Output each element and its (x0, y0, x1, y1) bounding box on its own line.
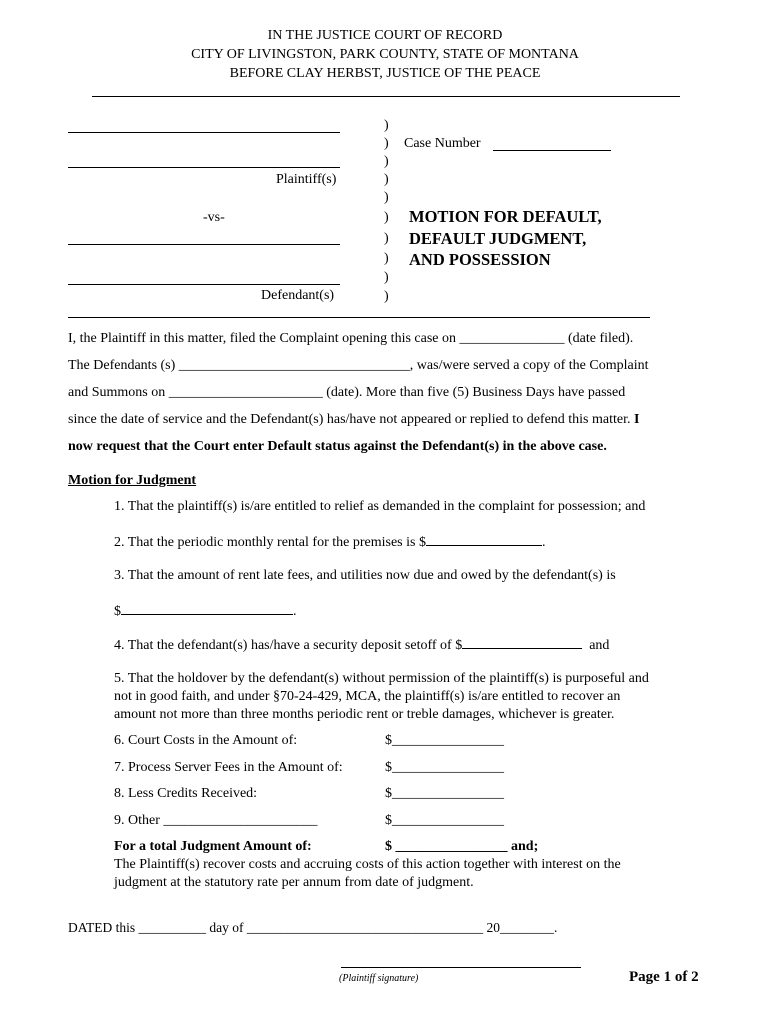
motion-item-5-line3: amount not more than three months periodic rent or treble damages, whichever is greater. (114, 707, 615, 722)
security-deposit-field[interactable] (462, 636, 582, 649)
caption-divider (68, 317, 650, 318)
closing-line2: judgment at the statutory rate per annum from date of judgment. (114, 875, 474, 890)
case-number-field[interactable] (493, 150, 611, 151)
rent-fees-field[interactable] (121, 602, 293, 615)
caption-paren: ) (384, 172, 389, 187)
motion-item-4 (114, 636, 609, 654)
server-fees-field[interactable]: $________________ (385, 760, 504, 775)
body-line-request: now request that the Court enter Default status against the Defendant(s) in the above case. (68, 439, 607, 454)
signature-label: (Plaintiff signature) (339, 973, 419, 984)
caption-paren: ) (384, 251, 389, 266)
total-judgment-field[interactable]: $ ________________ and; (385, 839, 539, 854)
motion-item-4-end: and (589, 638, 610, 653)
motion-heading: Motion for Judgment (68, 473, 197, 488)
closing-line1: The Plaintiff(s) recover costs and accruing costs of this action together with interest on the (114, 857, 621, 872)
motion-title-line3: AND POSSESSION (409, 250, 551, 269)
motion-title-line2: DEFAULT JUDGMENT, (409, 229, 587, 248)
vs-label: -vs- (203, 210, 225, 225)
other-label: 9. Other ______________________ (114, 813, 318, 828)
court-costs-label: 6. Court Costs in the Amount of: (114, 733, 298, 748)
motion-item-4-text: 4. That the defendant(s) has/have a security deposit setoff of $ (114, 638, 463, 653)
court-header-line3: BEFORE CLAY HERBST, JUSTICE OF THE PEACE (229, 66, 541, 81)
caption-paren: ) (384, 154, 389, 169)
server-fees-label: 7. Process Server Fees in the Amount of: (114, 760, 343, 775)
total-judgment-label: For a total Judgment Amount of: (114, 839, 312, 854)
other-field[interactable]: $________________ (385, 813, 504, 828)
defendant-name-line-1[interactable] (68, 244, 340, 245)
caption-paren: ) (384, 270, 389, 285)
motion-item-2-text: 2. That the periodic monthly rental for the premises is $ (114, 535, 426, 550)
caption-paren: ) (384, 210, 389, 225)
monthly-rental-field[interactable] (426, 533, 542, 546)
motion-item-2-end: . (541, 535, 546, 550)
plaintiff-name-line-2[interactable] (68, 167, 340, 168)
caption-paren: ) (384, 289, 389, 304)
motion-item-3-end: . (293, 604, 297, 619)
body-line-defendants: The Defendants (s) _________________________________, was/were served a copy of the Complaint (68, 358, 649, 373)
motion-item-3-dollar: $ (114, 604, 121, 619)
body-line-service (68, 412, 639, 428)
motion-item-5-line1: 5. That the holdover by the defendant(s) without permission of the plaintiff(s) is purposeful and (114, 671, 649, 686)
credits-field[interactable]: $________________ (385, 786, 504, 801)
caption-paren: ) (384, 190, 389, 205)
plaintiff-label: Plaintiff(s) (276, 172, 337, 187)
credits-label: 8. Less Credits Received: (114, 786, 258, 801)
motion-item-3-amount (114, 602, 297, 620)
header-divider (92, 96, 680, 97)
body-line-service-bold: I (634, 412, 640, 427)
caption-paren: ) (384, 118, 389, 133)
body-line-date-filed: I, the Plaintiff in this matter, filed the Complaint opening this case on _______________ (date filed). (68, 331, 634, 346)
body-line-summons: and Summons on ______________________ (date). More than five (5) Business Days have passed (68, 385, 626, 400)
plaintiff-name-line-1[interactable] (68, 132, 340, 133)
motion-item-2 (114, 533, 545, 551)
case-number-label: Case Number (404, 136, 481, 151)
motion-item-3: 3. That the amount of rent late fees, and utilities now due and owed by the defendant(s) is (114, 568, 616, 583)
signature-line[interactable] (341, 967, 581, 968)
page-number: Page 1 of 2 (629, 969, 699, 985)
motion-item-5-line2: not in good faith, and under §70-24-429, MCA, the plaintiff(s) is/are entitled to recover an (114, 689, 621, 704)
court-costs-field[interactable]: $________________ (385, 733, 504, 748)
court-header-line2: CITY OF LIVINGSTON, PARK COUNTY, STATE OF MONTANA (191, 47, 579, 62)
defendant-name-line-2[interactable] (68, 284, 340, 285)
caption-paren: ) (384, 136, 389, 151)
defendant-label: Defendant(s) (261, 288, 335, 303)
body-line-service-text: since the date of service and the Defendant(s) has/have not appeared or replied to defend this matter. (68, 412, 634, 427)
dated-line[interactable]: DATED this __________ day of ___________________________________ 20________. (68, 920, 558, 935)
motion-title-line1: MOTION FOR DEFAULT, (409, 207, 602, 226)
caption-paren: ) (384, 231, 389, 246)
court-header-line1: IN THE JUSTICE COURT OF RECORD (267, 28, 503, 43)
motion-item-1: 1. That the plaintiff(s) is/are entitled to relief as demanded in the complaint for possession; and (114, 499, 646, 514)
